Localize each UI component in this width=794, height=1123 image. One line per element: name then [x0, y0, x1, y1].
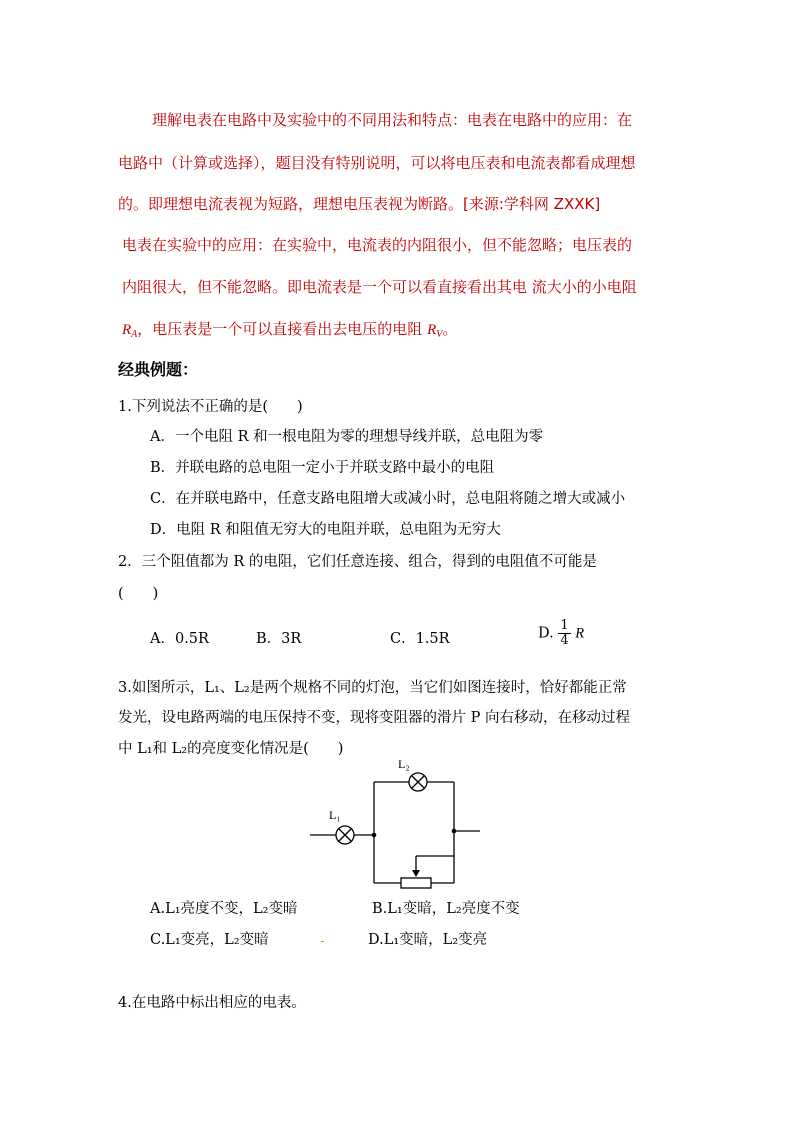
q1-stem: 1.下列说法不正确的是( ): [118, 399, 303, 415]
junction-right: [452, 829, 457, 834]
section-heading: 经典例题：: [118, 360, 199, 379]
q3-option-d: D.L₁变暗，L₂变亮: [368, 932, 488, 948]
q3-option-c: C.L₁变亮，L₂变暗: [150, 932, 269, 948]
q3-option-b: B.L₁变暗，L₂亮度不变: [372, 901, 520, 917]
lamp-l2-icon: [409, 773, 427, 791]
q1-option-c: C．在并联电路中，任意支路电阻增大或减小时，总电阻将随之增大或减小: [150, 491, 626, 507]
intro-line-6: $R_A$，电压表是一个可以直接看出去电压的电阻 $R_V$。: [122, 320, 458, 340]
q1-option-b: B．并联电路的总电阻一定小于并联支路中最小的电阻: [150, 460, 495, 476]
q3-option-a: A.L₁亮度不变，L₂变暗: [150, 901, 298, 917]
q2-stem: 2．三个阻值都为 R 的电阻，它们任意连接、组合，得到的电阻值不可能是: [118, 554, 597, 570]
q1-option-d: D．电阻 R 和阻值无穷大的电阻并联，总电阻为无穷大: [150, 522, 501, 538]
slider-arrow-icon: [412, 870, 420, 877]
lamp-l1-icon: [336, 826, 354, 844]
slider-p-icon: [416, 856, 454, 872]
q3-line-1: 3.如图所示，L₁、L₂是两个规格不同的灯泡，当它们如图连接时，恰好都能正常: [118, 680, 627, 696]
q2-option-b: B．3R: [256, 631, 302, 647]
q2-option-d: D. $\frac{1}{4}$ R: [538, 618, 585, 648]
intro-line-3: 的。即理想电流表视为短路，理想电压表视为断路。[来源:学科网 ZXXK]: [118, 195, 601, 213]
intro-line-2: 电路中（计算或选择），题目没有特别说明，可以将电压表和电流表都看成理想: [118, 154, 636, 172]
q2-paren: ( ): [118, 586, 159, 602]
label-l1: L₁: [329, 808, 341, 822]
quarter-fraction: $\frac{1}{4}$: [560, 618, 569, 648]
label-l2: L₂: [398, 757, 410, 771]
junction-left: [372, 833, 377, 838]
stray-mark: [321, 941, 324, 942]
voltmeter-resistance-symbol: R: [427, 322, 437, 338]
intro-line-1: 理解电表在电路中及实验中的不同用法和特点：电表在电路中的应用：在: [152, 111, 633, 129]
q1-option-a: A．一个电阻 R 和一根电阻为零的理想导线并联，总电阻为零: [150, 429, 544, 445]
q2-option-a: A．0.5R: [150, 631, 209, 647]
intro-line-4: 电表在实验中的应用：在实验中，电流表的内阻很小，但不能忽略；电压表的: [122, 236, 633, 254]
intro-line-5: 内阻很大，但不能忽略。即电流表是一个可以看直接看出其电 流大小的小电阻: [122, 278, 637, 296]
q4-stem: 4.在电路中标出相应的电表。: [118, 995, 306, 1011]
rheostat-icon: [401, 878, 431, 888]
ammeter-resistance-symbol: R: [122, 322, 132, 338]
q3-line-3: 中 L₁和 L₂的亮度变化情况是( ): [118, 741, 344, 757]
q2-option-c: C．1.5R: [390, 631, 450, 647]
circuit-diagram: [300, 752, 500, 892]
q3-line-2: 发光，设电路两端的电压保持不变，现将变阻器的滑片 P 向右移动，在移动过程: [118, 710, 630, 726]
